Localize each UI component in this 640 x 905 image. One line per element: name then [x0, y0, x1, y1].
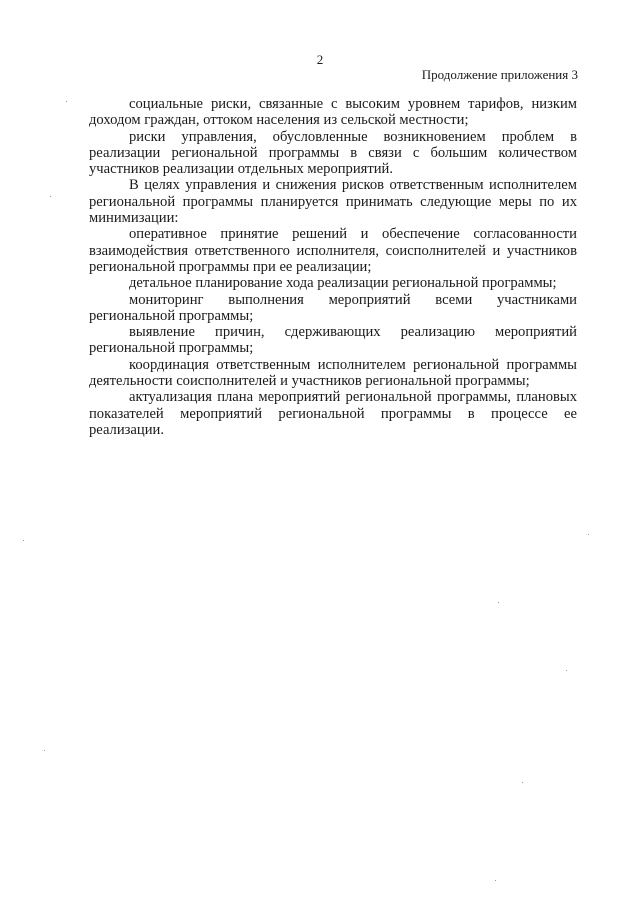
scan-speck [566, 670, 567, 671]
scan-speck [66, 101, 67, 102]
appendix-continuation-note: Продолжение приложения 3 [421, 67, 578, 82]
paragraph-measure-coordination: координация ответственным исполнителем региональной программы деятельности соисполнителей и участников региональной программы; [89, 356, 577, 390]
page-number: 2 [316, 52, 324, 67]
scan-speck [50, 196, 51, 197]
paragraph-social-risks: социальные риски, связанные с высоким уровнем тарифов, низким доходом граждан, оттоком населения из сельской местности; [89, 96, 577, 129]
paragraph-measure-update: актуализация плана мероприятий региональной программы, плановых показателей мероприятий региональной программы в процессе ее реализации. [89, 389, 577, 438]
scan-speck [588, 534, 589, 535]
scan-speck [498, 602, 499, 603]
scan-speck [23, 540, 24, 541]
paragraph-management-risks: риски управления, обусловленные возникновением проблем в реализации региональной программы в связи с большим количеством участников реализации отдельных мероприятий. [89, 128, 577, 178]
paragraph-measure-decisions: оперативное принятие решений и обеспечение согласованности взаимодействия ответственного исполнителя, соисполнителей и участников региональной программы при ее реализации; [89, 226, 577, 275]
scan-speck [44, 750, 45, 751]
paragraph-risk-mitigation-intro: В целях управления и снижения рисков ответственным исполнителем региональной программы планируется принимать следующие меры по их минимизации: [89, 177, 577, 227]
scan-speck [495, 880, 496, 881]
scan-speck [522, 782, 523, 783]
document-body [89, 96, 577, 438]
paragraph-measure-monitoring: мониторинг выполнения мероприятий всеми участниками региональной программы; [89, 291, 577, 324]
paragraph-measure-planning: детальное планирование хода реализации региональной программы; [129, 275, 557, 292]
paragraph-measure-causes: выявление причин, сдерживающих реализацию мероприятий региональной программы; [89, 324, 577, 357]
